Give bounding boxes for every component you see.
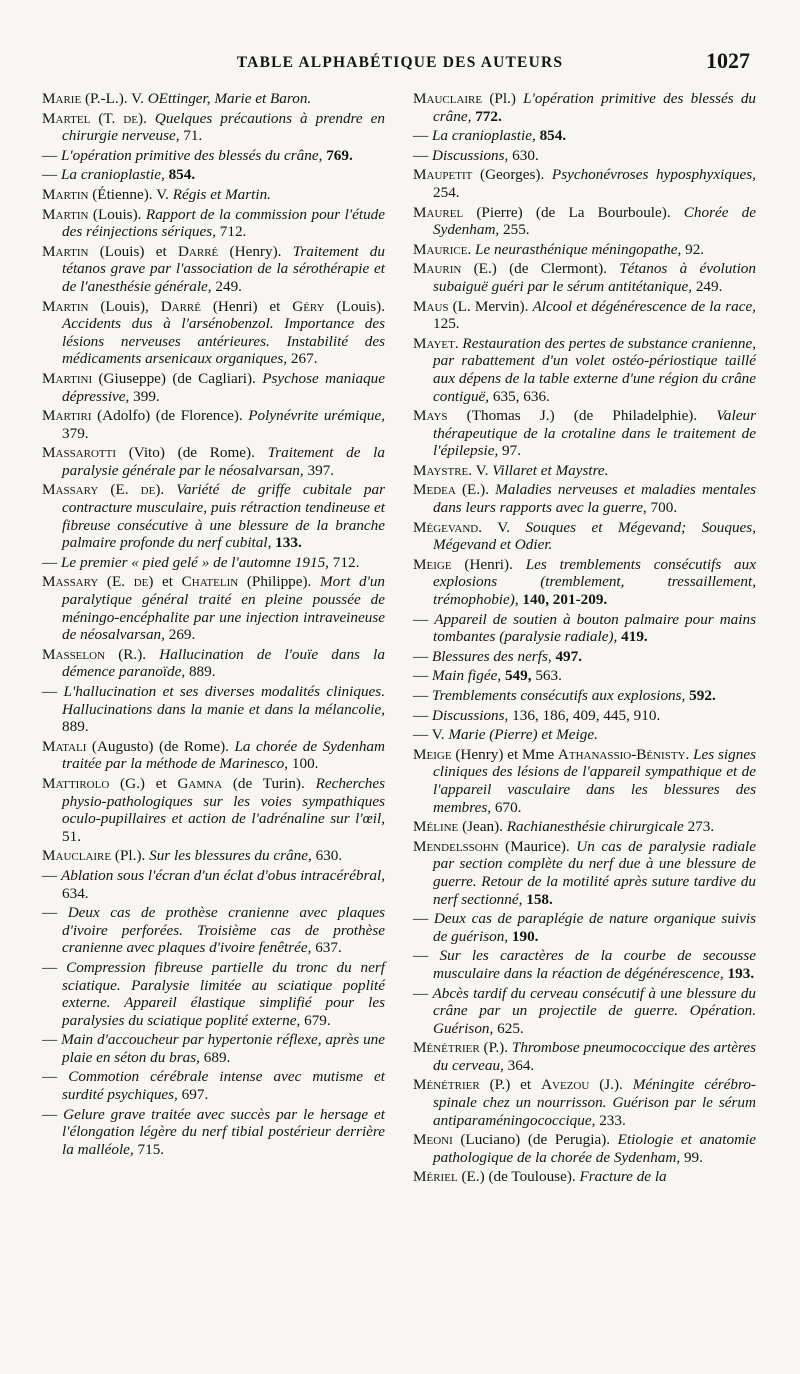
entry-text: — — [413, 610, 435, 628]
entry-text: 630. — [311, 847, 343, 865]
entry-text: — — [413, 910, 434, 928]
index-entry — [413, 1039, 756, 1074]
entry-text: (Thomas J.) (de Philadelphie). — [447, 407, 717, 425]
entry-text: ). — [155, 481, 177, 499]
entry-text: (G.) et — [109, 774, 178, 792]
entry-text: (E. — [98, 481, 141, 499]
entry-text: (E. — [98, 573, 134, 591]
entry-text: 233. — [595, 1111, 626, 1129]
author-name: Chatelin — [181, 573, 239, 591]
article-title: Quelques précautions à prendre en chirurgie nerveuse, — [62, 109, 385, 145]
index-entry — [413, 611, 756, 646]
author-name: Martel — [42, 109, 91, 127]
index-entry — [413, 481, 756, 516]
author-name: Matali — [42, 737, 87, 755]
entry-text: 889. — [185, 663, 216, 681]
page-ref-bold: 158. — [526, 890, 553, 908]
author-name: Ménétrier — [413, 1039, 480, 1057]
index-entry — [413, 556, 756, 609]
article-title: Variété de griffe cubitale par contracture musculaire, puis rétraction tendineuse et fibreuse consécutive à une blessure de la branche palmaire profonde du nerf cubital, — [62, 481, 385, 552]
article-title: L'opération primitive des blessés du crâne, — [60, 146, 323, 164]
article-title: Etiologie et anatomie pathologique de la chorée de Sydenham, — [433, 1131, 756, 1166]
right-column — [413, 90, 756, 1188]
article-title: Discussions, — [431, 706, 509, 724]
index-entry — [42, 646, 385, 681]
article-title: Marie (Pierre) et Meige. — [448, 726, 598, 744]
entry-text: (P.-L.). V. — [81, 90, 148, 107]
author-name: Massary — [42, 573, 99, 591]
entry-text: 97. — [498, 442, 522, 460]
article-title: Les signes cliniques des lésions de l'appareil sympathique et de l'appareil vasculaire dans les blessures des membres, — [433, 745, 756, 816]
page-number: 1027 — [706, 48, 750, 73]
author-name: Martin — [42, 185, 89, 203]
entry-text: (Adolfo) (de Florence). — [91, 407, 249, 425]
index-entry — [42, 407, 385, 442]
article-title: Blessures des nerfs, — [431, 647, 552, 665]
entry-text: (J.). — [589, 1076, 633, 1094]
entry-text: (Philippe). — [238, 573, 320, 591]
entry-text: 635, 636. — [489, 387, 550, 405]
author-name: Mauclaire — [42, 847, 112, 865]
article-title: Deux cas de paraplégie de nature organique suivis de guérison, — [433, 910, 756, 945]
author-name: Maurin — [413, 260, 462, 278]
index-entry — [42, 738, 385, 773]
author-name: Maystre — [413, 461, 469, 479]
article-title: OEttinger, Marie et Baron. — [147, 90, 312, 107]
author-name: de — [133, 573, 149, 591]
article-title: Gelure grave traitée avec succès par le hersage et l'élongation légère du nerf tibial postérieur derrière la malléole, — [62, 1105, 386, 1158]
author-name: Maus — [413, 297, 449, 315]
index-entry — [413, 241, 756, 259]
page-ref-bold: 419. — [621, 628, 648, 646]
index-entry — [413, 1168, 756, 1186]
entry-text: (Vito) (de Rome). — [116, 444, 268, 462]
author-name: Athanassio-Bénisty — [557, 745, 686, 763]
entry-text: — — [413, 127, 432, 145]
author-name: Maurice — [413, 240, 468, 258]
author-name: Gamna — [177, 774, 223, 792]
index-entry — [413, 90, 756, 125]
index-entry — [413, 298, 756, 333]
entry-text: — — [42, 1068, 69, 1086]
entry-text: 92. — [681, 240, 705, 258]
entry-text: (E.). — [455, 481, 496, 499]
entry-text: 269. — [164, 626, 196, 644]
article-title: Thrombose pneumococcique des artères du cerveau, — [433, 1039, 756, 1074]
page-ref-bold: 772. — [475, 107, 502, 125]
index-entry — [413, 726, 756, 744]
author-name: Martini — [42, 369, 93, 387]
author-name: Darré — [160, 297, 201, 315]
index-entry — [42, 243, 385, 296]
author-name: Méline — [413, 818, 459, 836]
author-name: Masselon — [42, 645, 106, 663]
author-name: Meige — [413, 555, 452, 573]
entry-text: (T. — [90, 109, 124, 127]
page-ref-bold: 854. — [168, 166, 196, 184]
entry-text: (P.) et — [479, 1076, 542, 1094]
entry-text: 71. — [179, 127, 203, 145]
entry-text: — — [42, 1031, 62, 1049]
article-title: Rapport de la commission pour l'étude des réinjections sériques, — [62, 205, 385, 241]
entry-text: 125. — [433, 315, 460, 333]
article-title: Hallucination de l'ouïe dans la démence paranoïde, — [62, 645, 385, 681]
entry-text: — — [413, 984, 433, 1002]
index-entry — [42, 573, 385, 643]
index-entry — [413, 746, 756, 816]
article-title: Villaret et Maystre. — [492, 461, 609, 479]
article-title: Fracture de la — [579, 1168, 667, 1186]
article-title: Accidents dus à l'arsénobenzol. Importance des lésions nerveuses antérieures. Instabilité des médicaments arsenicaux organiques, — [62, 315, 385, 368]
article-title: Recherches physio-pathologiques sur les voies sympathiques oculo-pupillaires et action de l'adrénaline sur l'œil, — [62, 774, 385, 828]
article-title: Régis et Martin. — [172, 185, 271, 203]
entry-text: . — [467, 240, 476, 258]
article-title: Tétanos à évolution subaiguë guéri par le sérum antitétanique, — [433, 260, 756, 295]
author-name: Maupetit — [413, 166, 473, 184]
article-title: Main d'accoucheur par hypertonie réflexe, après une plaie en séton du bras, — [61, 1031, 385, 1066]
article-title: Appareil de soutien à bouton palmaire pour mains tombantes (paralysie radiale), — [433, 610, 756, 646]
entry-text: — — [413, 947, 440, 965]
entry-text: 255. — [499, 221, 530, 239]
entry-text: — — [42, 958, 67, 976]
index-entry — [42, 867, 385, 902]
entry-text: 670. — [491, 798, 522, 816]
entry-text: 249. — [692, 277, 723, 295]
author-name: Mériel — [413, 1168, 458, 1186]
entry-text: (Louis). — [88, 205, 146, 223]
index-entry — [42, 1106, 385, 1159]
index-entry — [413, 667, 756, 685]
entry-text: . — [454, 334, 463, 352]
entry-text: — — [413, 687, 432, 704]
page-ref-bold: 133. — [275, 534, 302, 552]
entry-text: 51. — [62, 827, 81, 845]
entry-text: 712. — [328, 553, 360, 571]
index-entry — [42, 904, 385, 957]
entry-text: (de Turin). — [222, 774, 316, 792]
index-entry — [413, 838, 756, 908]
index-entry — [413, 1076, 756, 1129]
article-title: La chorée de Sydenham traitée par la méthode de Marinesco, — [62, 737, 385, 773]
author-name: Mendelssohn — [413, 837, 499, 855]
index-entry — [413, 947, 756, 982]
author-name: Mayet — [413, 334, 455, 352]
entry-text: (Pl.). — [111, 847, 150, 865]
author-name: Mégevand — [413, 518, 479, 536]
entry-text: (E.) (de Toulouse). — [457, 1168, 580, 1186]
entry-text: 712. — [215, 223, 247, 241]
author-name: Darré — [177, 242, 219, 260]
author-name: Ménétrier — [413, 1076, 480, 1094]
entry-text: 700. — [646, 499, 678, 517]
article-title: Un cas de paralysie radiale par section complète du nerf due à une blessure de guerre. Retour de la motilité après suture tardive du nerf sectionné, — [433, 837, 756, 908]
index-entry — [413, 462, 756, 480]
index-entry — [413, 707, 756, 725]
entry-text: — — [413, 667, 432, 685]
article-title: L'opération primitive des blessés du crâne, — [433, 90, 757, 125]
article-title: Rachianesthésie chirurgicale — [506, 818, 684, 836]
index-entry — [413, 204, 756, 239]
author-name: Mattirolo — [42, 774, 110, 792]
author-name: Massarotti — [42, 444, 117, 462]
entry-text: 630. — [508, 146, 539, 164]
article-title: Valeur thérapeutique de la crotaline dans le traitement de l'épilepsie, — [433, 407, 756, 460]
entry-text: 697. — [177, 1086, 209, 1104]
entry-text: 379. — [62, 424, 89, 442]
page-ref-bold: 497. — [555, 647, 583, 665]
index-entry — [413, 910, 756, 945]
index-entry — [42, 186, 385, 204]
index-entry — [413, 648, 756, 666]
entry-text: — — [413, 706, 432, 724]
entry-text: (Maurice). — [498, 837, 577, 855]
article-title: Traitement du tétanos grave par l'association de la sérothérapie et de l'anesthésie générale, — [62, 242, 385, 295]
entry-text: . V. — [468, 461, 493, 479]
article-title: Le premier « pied gelé » de l'automne 1915, — [60, 553, 329, 571]
entry-text: 637. — [311, 939, 342, 957]
author-name: Maurel — [413, 203, 464, 221]
author-name: de — [123, 109, 139, 127]
article-title: Ablation sous l'écran d'un éclat d'obus intracérébral, — [60, 866, 385, 884]
author-name: Mauclaire — [413, 90, 483, 107]
article-title: L'hallucination et ses diverses modalités cliniques. Hallucinations dans la manie et dans la mélancolie, — [62, 683, 385, 718]
article-title: Compression fibreuse partielle du tronc du nerf sciatique. Paralysie limitée au sciatique poplité externe. Appareil élastique simplifié pour les paralysies du sciatique poplité externe, — [62, 958, 386, 1029]
article-title: Traitement de la paralysie générale par le néosalvarsan, — [62, 444, 385, 479]
entry-text: (Luciano) (de Perugia). — [452, 1131, 618, 1149]
entry-text: 254. — [433, 183, 460, 201]
article-title: Méningite cérébro-spinale chez un nourrisson. Guérison par le sérum antiparaméningococcique, — [433, 1076, 756, 1129]
article-title: Chorée de Sydenham, — [433, 203, 756, 239]
entry-text: (Jean). — [458, 818, 507, 836]
page-ref-bold: 190. — [511, 927, 539, 945]
index-entry — [413, 687, 756, 705]
article-title: Les tremblements consécutifs aux explosions (tremblement, tressaillement, trémophobie), — [433, 555, 756, 609]
entry-text: 399. — [129, 387, 160, 405]
entry-text: 625. — [493, 1019, 524, 1037]
index-entry — [42, 959, 385, 1029]
entry-text: 397. — [303, 461, 335, 479]
article-title: Polynévrite urémique, — [248, 407, 385, 425]
article-title: Sur les blessures du crâne, — [149, 847, 312, 865]
entry-text: ). — [138, 109, 155, 127]
entry-text: (Pierre) (de La Bourboule). — [463, 203, 684, 221]
entry-text: (Pl.) — [482, 90, 524, 107]
article-title: La cranioplastie, — [60, 166, 165, 184]
entry-text: 634. — [62, 884, 89, 902]
entry-text: — — [42, 553, 61, 571]
entry-text: 889. — [62, 718, 89, 736]
entry-text: — — [413, 146, 432, 164]
article-title: Main figée, — [431, 667, 502, 685]
index-entry — [413, 166, 756, 201]
article-title: Commotion cérébrale intense avec mutisme et surdité psychiques, — [62, 1068, 385, 1104]
author-name: Martin — [42, 242, 89, 260]
index-entry — [413, 818, 756, 836]
index-entry — [42, 775, 385, 845]
entry-text: (Henry) et Mme — [451, 745, 558, 763]
index-entry — [42, 166, 385, 184]
author-name: Medea — [413, 481, 456, 499]
page-header — [40, 48, 760, 78]
page-ref-bold: 592. — [689, 687, 716, 704]
article-title: Psychonévroses hyposphyxiques, — [551, 166, 756, 184]
index-entry — [42, 444, 385, 479]
entry-text: (Giuseppe) (de Cagliari). — [92, 369, 263, 387]
index-entry — [42, 683, 385, 736]
page-ref-bold: 140, 201-209. — [522, 591, 608, 609]
article-title: Tremblements consécutifs aux explosions, — [431, 687, 686, 704]
author-name: Marie — [42, 90, 82, 107]
index-entry — [42, 847, 385, 865]
author-name: Martin — [42, 297, 89, 315]
index-entry — [413, 335, 756, 405]
entry-text: (Louis) et — [88, 242, 178, 260]
entry-text: — — [42, 146, 61, 164]
entry-text: — — [413, 647, 432, 665]
entry-text: (E.) (de Clermont). — [461, 260, 620, 278]
entry-text: (Henry). — [218, 242, 293, 260]
entry-text: — — [42, 683, 64, 700]
page-ref-bold: 549, — [504, 667, 532, 685]
author-name: de — [140, 481, 156, 499]
author-name: Meoni — [413, 1131, 453, 1149]
entry-text: 136, 186, 409, 445, 910. — [508, 706, 661, 724]
article-title: Discussions, — [431, 146, 509, 164]
entry-text: (Henri). — [451, 555, 526, 573]
entry-text: 679. — [300, 1011, 331, 1029]
author-name: Géry — [292, 297, 325, 315]
entry-text: (Henri) et — [201, 297, 293, 315]
index-entry — [413, 1131, 756, 1166]
entry-text: . V. — [478, 518, 526, 536]
index-entry — [42, 206, 385, 241]
index-entry — [42, 1068, 385, 1103]
article-title: Psychose maniaque dépressive, — [62, 369, 386, 405]
entry-text: 267. — [287, 350, 318, 368]
article-title: Souques et Mégevand; Souques, Mégevand et Odier. — [433, 518, 756, 554]
entry-text: 563. — [531, 667, 562, 685]
index-entry — [413, 407, 756, 460]
entry-text: (Louis), — [88, 297, 161, 315]
author-name: Avezou — [541, 1076, 590, 1094]
article-title: Deux cas de prothèse cranienne avec plaques d'ivoire perforées. Troisième cas de prothèse cranienne avec plaques d'ivoire fenêtrée, — [62, 904, 386, 957]
index-entry — [42, 554, 385, 572]
index-entry — [42, 481, 385, 551]
entry-text: . — [685, 745, 694, 763]
index-entry — [413, 519, 756, 554]
index-entry — [413, 127, 756, 145]
entry-text: (Georges). — [472, 166, 552, 184]
entry-text: (P.). — [479, 1039, 512, 1057]
author-name: Meige — [413, 745, 452, 763]
entry-text: 715. — [133, 1140, 165, 1158]
article-title: La cranioplastie, — [431, 127, 536, 145]
page-ref-bold: 769. — [326, 146, 353, 164]
entry-text: 364. — [503, 1056, 535, 1074]
author-name: Martiri — [42, 407, 92, 425]
article-title: Le neurasthénique méningopathe, — [475, 240, 682, 258]
page-title: TABLE ALPHABÉTIQUE DES AUTEURS — [236, 54, 564, 71]
entry-text: (Louis). — [324, 297, 385, 315]
index-entry — [42, 370, 385, 405]
entry-text: 273. — [683, 818, 715, 836]
entry-text: — — [42, 904, 68, 922]
index-entry — [42, 147, 385, 165]
entry-text: (L. Mervin). — [448, 297, 533, 315]
article-title: Abcès tardif du cerveau consécutif à une blessure du crâne par un projectile de guerre. Opération. Guérison, — [432, 984, 757, 1037]
entry-text: 249. — [211, 277, 242, 295]
index-entry — [42, 298, 385, 368]
entry-text: (R.). — [105, 645, 160, 663]
entry-text: — V. — [413, 726, 449, 744]
article-title: Maladies nerveuses et maladies mentales dans leurs rapports avec la guerre, — [433, 481, 756, 517]
page-ref-bold: 854. — [539, 127, 567, 145]
entry-text: 100. — [288, 755, 319, 773]
index-entry — [413, 147, 756, 165]
index-entry — [42, 90, 385, 108]
author-name: Martin — [42, 205, 89, 223]
entry-text: (Augusto) (de Rome). — [86, 737, 235, 755]
article-title: Alcool et dégénérescence de la race, — [532, 297, 756, 315]
index-entry — [413, 260, 756, 295]
entry-text: — — [42, 1105, 64, 1123]
article-title: Sur les caractères de la courbe de secousse musculaire dans la réaction de dégénérescence, — [433, 947, 756, 982]
index-entry — [42, 1031, 385, 1066]
entry-text: ) et — [148, 573, 182, 591]
article-title: Mort d'un paralytique général traité en pleine poussée de méningo-encéphalite par une injection intraveineuse de néosalvarsan, — [62, 573, 386, 644]
entry-text: — — [42, 166, 61, 184]
entry-text: — — [42, 866, 61, 884]
author-name: Mays — [413, 407, 448, 425]
index-entry — [413, 985, 756, 1038]
entry-text: 99. — [680, 1148, 703, 1166]
entry-text: (Étienne). V. — [88, 185, 173, 203]
entry-text: 689. — [199, 1048, 231, 1066]
page-ref-bold: 193. — [727, 964, 755, 982]
left-column — [42, 90, 385, 1160]
index-entry — [42, 110, 385, 145]
article-title: Restauration des pertes de substance cranienne, par rabattement d'un volet ostéo-périostique taillé aux dépens de la table externe d'une région du crâne contiguë, — [433, 334, 756, 405]
author-name: Massary — [42, 481, 99, 499]
